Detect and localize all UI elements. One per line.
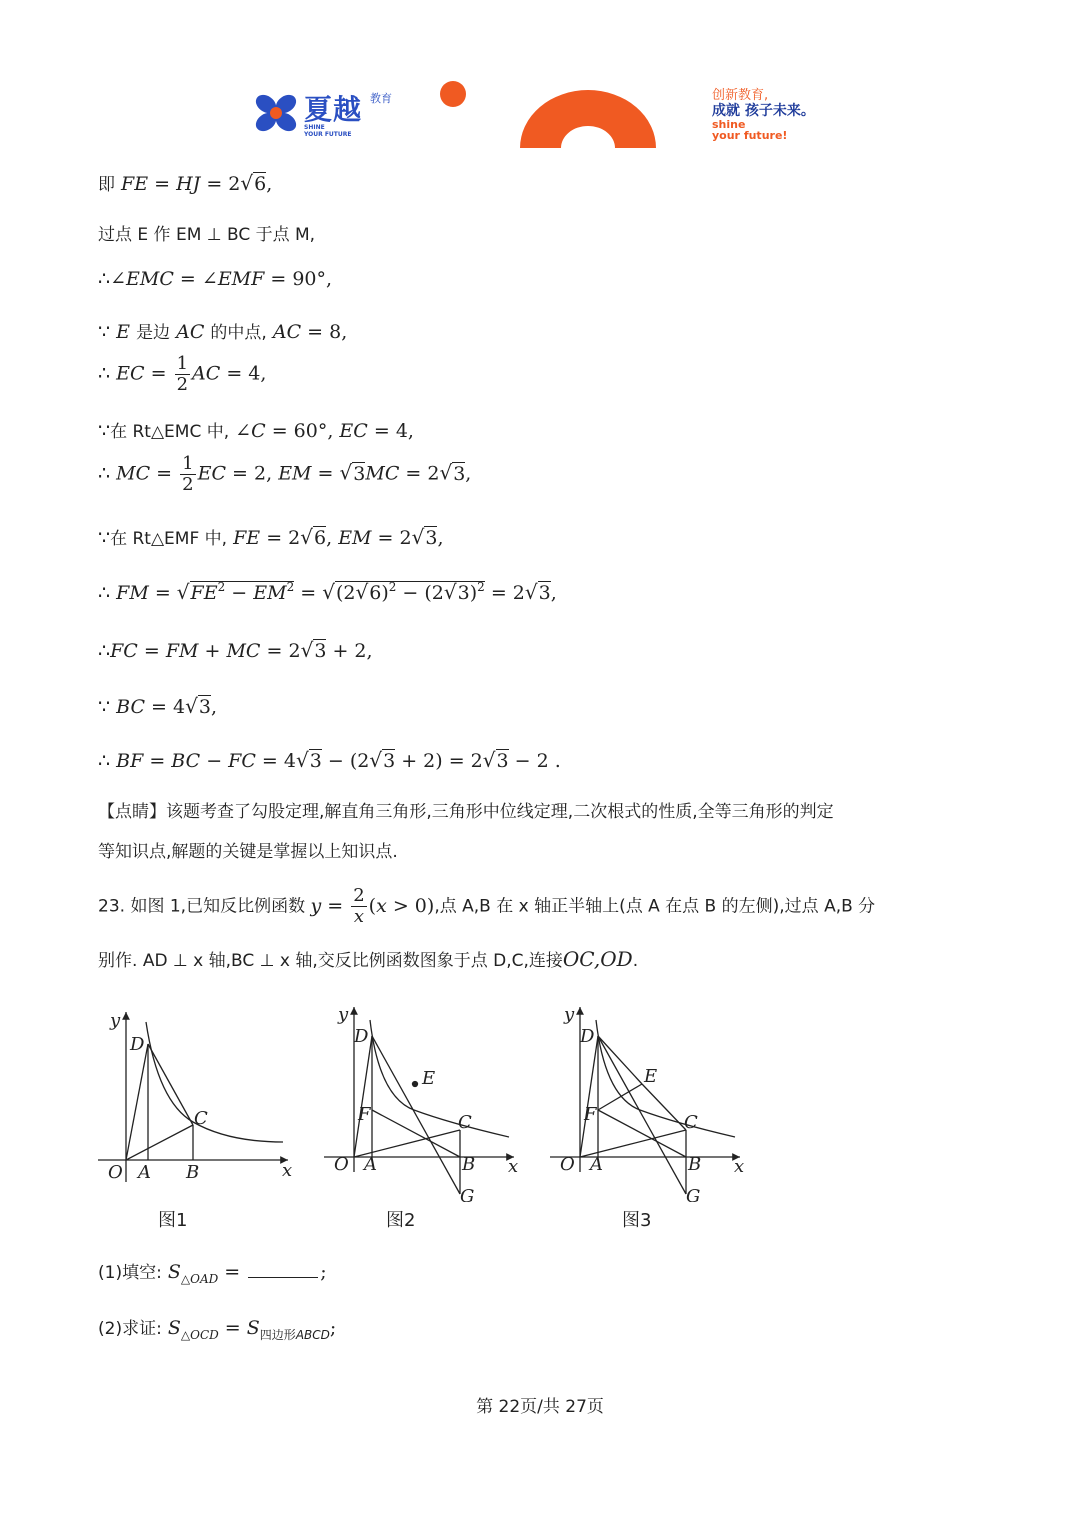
fig3-label-y: y bbox=[564, 1004, 575, 1025]
fig3-label-b: B bbox=[688, 1154, 702, 1175]
line1-prefix: 即 bbox=[98, 175, 115, 195]
fig3-label-a: A bbox=[590, 1154, 603, 1175]
fig3-label-d: D bbox=[580, 1026, 595, 1047]
fig1-label-x: x bbox=[282, 1160, 293, 1181]
fig2-label-d: D bbox=[354, 1026, 369, 1047]
fig3-label-c: C bbox=[684, 1112, 698, 1133]
line4-cn1: 是边 bbox=[136, 323, 171, 343]
fig3-label-e: E bbox=[644, 1066, 658, 1087]
figure-3 bbox=[550, 1007, 740, 1194]
line6-cn1: 在 Rt△EMC 中, bbox=[110, 422, 230, 442]
q2-label: (2)求证: bbox=[98, 1319, 162, 1339]
comment-block bbox=[98, 792, 988, 872]
fig3-label-f: F bbox=[584, 1104, 597, 1125]
problem-text-b: ,点 A,B 在 x 轴正半轴上(点 A 在点 B 的左侧),过点 A,B 分 bbox=[434, 896, 876, 917]
brand-en-2: YOUR FUTURE bbox=[304, 131, 352, 138]
page-footer: 第 22页/共 27页 bbox=[476, 1397, 604, 1417]
line-fm: ∴ FM = $√FE^2 - EM^2 = √(2√6)^2 - (2√3)^2 = 2√3$, bbox=[98, 580, 557, 604]
slogan-line-1: 创新教育, bbox=[712, 88, 769, 103]
figures-svg bbox=[98, 1002, 998, 1202]
comment-line-2: 等知识点,解题的关键是掌握以上知识点. bbox=[98, 842, 398, 862]
line4-cn2: 的中点, bbox=[210, 323, 267, 343]
line-bf: ∴ BF = BC − FC = 4√3 − (2√3 + 2) = 2√3 − 2 . bbox=[98, 748, 561, 772]
page-header bbox=[0, 78, 1080, 158]
fig3-label-o: O bbox=[560, 1154, 575, 1175]
fig2-label-y: y bbox=[338, 1004, 349, 1025]
fig2-label-f: F bbox=[358, 1104, 371, 1125]
line-fc: ∴FC = FM + MC = 2√3 + 2, bbox=[98, 638, 373, 662]
comment-line-1: 【点睛】该题考查了勾股定理,解直角三角形,三角形中位线定理,二次根式的性质,全等三角形的判定 bbox=[98, 802, 834, 822]
fig1-label-c: C bbox=[194, 1108, 208, 1129]
slogan-line-3: shine bbox=[712, 118, 746, 131]
line-e-midpoint: ∵ E 是边 AC 的中点, AC = 8, bbox=[98, 321, 348, 343]
problem-number: 23. bbox=[98, 896, 126, 917]
fig1-label-o: O bbox=[108, 1162, 123, 1183]
fig2-label-b: B bbox=[462, 1154, 476, 1175]
brand-name: 夏越 bbox=[304, 93, 363, 126]
figures-row bbox=[98, 1002, 998, 1242]
line-angle-90: ∴∠EMC = ∠EMF = 90°, bbox=[98, 268, 333, 290]
fig3-label-g: G bbox=[686, 1186, 701, 1202]
question-1: (1)填空: $S_{\triangle OAD}$ = ; bbox=[98, 1261, 327, 1286]
fig2-label-g: G bbox=[460, 1186, 475, 1202]
line8-cn1: 在 Rt△EMF 中, bbox=[110, 529, 228, 549]
line-rt-emf: ∵在 Rt△EMF 中, FE = 2√6, EM = 2√3, bbox=[98, 525, 444, 549]
q1-label: (1)填空: bbox=[98, 1263, 162, 1283]
answer-blank[interactable] bbox=[248, 1277, 318, 1278]
fig3-label-x: x bbox=[734, 1156, 745, 1177]
line-bc: ∵ BC = 4√3, bbox=[98, 694, 217, 718]
question-2: (2)求证: $S_{\triangle OCD} = S_{四边形ABCD}$; bbox=[98, 1317, 337, 1342]
problem-text-c: 别作. bbox=[98, 951, 138, 971]
line-rt-emc: ∵在 Rt△EMC 中, ∠C = 60°, EC = 4, bbox=[98, 420, 414, 442]
fig1-label-y: y bbox=[110, 1010, 121, 1031]
figure-2 bbox=[324, 1007, 514, 1194]
slogan-line-4: your future! bbox=[712, 129, 788, 142]
slogan-line-2: 成就 孩子未来。 bbox=[712, 103, 815, 119]
fig1-caption: 图1 bbox=[158, 1210, 188, 1231]
problem-23-line1: 23. 如图 1,已知反比例函数 y = $\frac{2}{x}$ (x > 0),点 A,B 在 x 轴正半轴上(点 A 在点 B 的左侧),过点 A,B 分 bbox=[98, 885, 876, 927]
problem-text-a: 如图 1,已知反比例函数 bbox=[130, 896, 306, 917]
fig3-caption: 图3 bbox=[622, 1210, 652, 1231]
header-slogan bbox=[712, 88, 815, 141]
problem-text-d: AD ⊥ x 轴,BC ⊥ x 轴,交反比例函数图象于点 D,C,连接 bbox=[142, 951, 563, 971]
fig1-label-b: B bbox=[186, 1162, 200, 1183]
header-decoration bbox=[0, 78, 1080, 158]
line-fe-hj: 即 FE = HJ = 2√6, bbox=[98, 171, 273, 195]
fig1-label-d: D bbox=[130, 1034, 145, 1055]
fig2-label-c: C bbox=[458, 1112, 472, 1133]
brand-en-1: SHINE bbox=[304, 124, 325, 131]
brand-sup: 教育 bbox=[370, 92, 392, 105]
line-mc-em: ∴ MC = $\frac{1}{2}$ EC = 2, EM = √3MC = 2√3, bbox=[98, 453, 472, 495]
figure-1 bbox=[98, 1012, 288, 1182]
fig2-label-o: O bbox=[334, 1154, 349, 1175]
fig2-label-e: E bbox=[422, 1068, 436, 1089]
fig2-label-a: A bbox=[364, 1154, 377, 1175]
problem-23-line2: 别作. AD ⊥ x 轴,BC ⊥ x 轴,交反比例函数图象于点 D,C,连接OC,OD. bbox=[98, 947, 639, 971]
line-draw-em: 过点 E 作 EM ⊥ BC 于点 M, bbox=[98, 225, 316, 245]
fig1-label-a: A bbox=[138, 1162, 151, 1183]
fig2-label-x: x bbox=[508, 1156, 519, 1177]
fig2-caption: 图2 bbox=[386, 1210, 416, 1231]
problem-text-e: OC,OD bbox=[562, 947, 633, 971]
line-ec-4: ∴ EC = $\frac{1}{2}$ AC = 4, bbox=[98, 353, 267, 395]
